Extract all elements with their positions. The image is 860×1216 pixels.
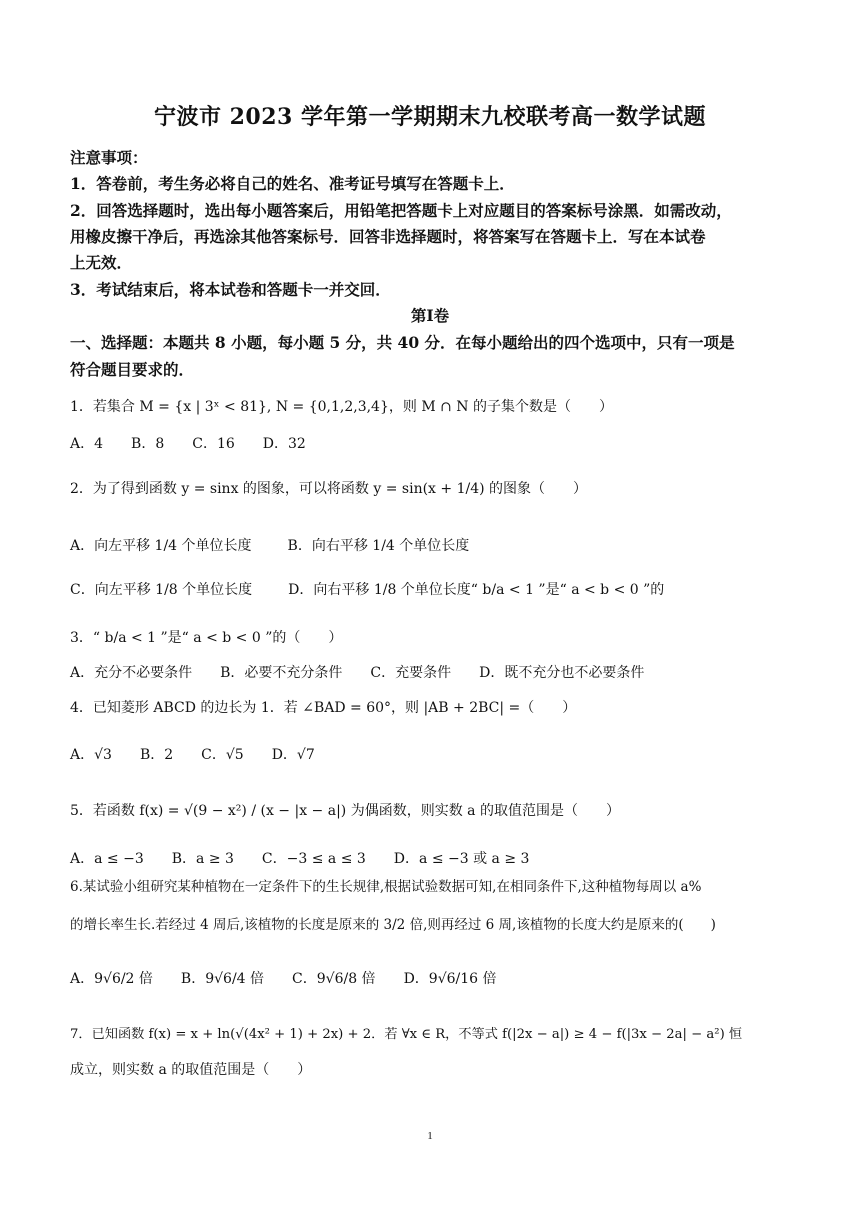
q6-option-a: A．9√6/2 倍 xyxy=(70,971,153,987)
question-7-stem-cont: 成立，则实数 a 的取值范围是（ ） xyxy=(70,1062,312,1078)
notice-item-1: 1．答卷前，考生务必将自己的姓名、准考证号填写在答题卡上． xyxy=(70,174,515,193)
q5-option-c: C．−3 ≤ a ≤ 3 xyxy=(261,851,366,867)
notice-item-3: 3．考试结束后，将本试卷和答题卡一并交回． xyxy=(70,280,391,299)
q3-option-a: A．充分不必要条件 xyxy=(70,665,193,681)
question-6-options xyxy=(70,968,800,988)
question-5-stem: 5．若函数 f(x) = √(9 − x²) / (x − |x − a|) 为偶函数，则实数 a 的取值范围是（ ） xyxy=(70,803,620,819)
q4-option-c: C．√5 xyxy=(201,747,244,763)
part1-instructions-cont: 符合题目要求的． xyxy=(70,360,195,379)
q5-option-b: B．a ≥ 3 xyxy=(171,851,234,867)
notice-heading: 注意事项： xyxy=(70,148,148,167)
q1-option-d: D．32 xyxy=(262,436,306,452)
q4-option-b: B．2 xyxy=(139,747,174,763)
part1-instructions: 一、选择题：本题共 8 小题，每小题 5 分，共 40 分．在每小题给出的四个选项中，只有一项是 xyxy=(70,333,735,352)
section-title: 第Ⅰ卷 xyxy=(410,306,450,325)
q4-option-d: D．√7 xyxy=(271,747,315,763)
q3-option-c: C．充要条件 xyxy=(370,665,452,681)
question-4-stem: 4．已知菱形 ABCD 的边长为 1．若 ∠BAD = 60°，则 |AB + 2BC| =（ ） xyxy=(70,700,577,716)
q4-option-a: A．√3 xyxy=(70,747,112,763)
question-6-stem: 6.某试验小组研究某种植物在一定条件下的生长规律,根据试验数据可知,在相同条件下,这种植物每周以 a% xyxy=(70,879,702,895)
page-number: 1 xyxy=(427,1130,433,1142)
question-1-stem: 1．若集合 M = {x | 3ˣ < 81}, N = {0,1,2,3,4}，则 M ∩ N 的子集个数是（ ） xyxy=(70,399,613,415)
q5-option-a: A．a ≤ −3 xyxy=(70,851,144,867)
q1-option-b: B．8 xyxy=(131,436,165,452)
question-6-stem-cont: 的增长率生长.若经过 4 周后,该植物的长度是原来的 3/2 倍,则再经过 6 周,该植物的长度大约是原来的( ) xyxy=(70,917,716,933)
notice-item-2-cont: 用橡皮擦干净后，再选涂其他答案标号．回答非选择题时，将答案写在答题卡上．写在本试卷 xyxy=(70,227,706,246)
question-7-stem: 7．已知函数 f(x) = x + ln(√(4x² + 1) + 2x) + 2．若 ∀x ∈ R，不等式 f(|2x − a|) ≥ 4 − f(|3x − 2a| − a²) 恒 xyxy=(70,1027,743,1042)
q2-option-d: D．向右平移 1/8 个单位长度“ b/a < 1 ”是“ a < b < 0 ”的 xyxy=(288,582,665,598)
question-2-stem: 2．为了得到函数 y = sinx 的图象，可以将函数 y = sin(x + 1/4) 的图象（ ） xyxy=(70,481,588,497)
q6-option-c: C．9√6/8 倍 xyxy=(292,971,376,987)
question-2-options-row2 xyxy=(70,579,800,599)
question-4-options xyxy=(70,744,800,764)
q6-option-b: B．9√6/4 倍 xyxy=(180,971,265,987)
q6-option-d: D．9√6/16 倍 xyxy=(403,971,497,987)
q3-option-b: B．必要不充分条件 xyxy=(220,665,343,681)
q5-option-d: D．a ≤ −3 或 a ≥ 3 xyxy=(393,851,530,867)
q2-option-a: A．向左平移 1/4 个单位长度 xyxy=(70,538,252,554)
question-3-options xyxy=(70,662,800,682)
question-5-options xyxy=(70,848,800,868)
q2-option-c: C．向左平移 1/8 个单位长度 xyxy=(70,582,253,598)
question-3-stem: 3．“ b/a < 1 ”是“ a < b < 0 ”的（ ） xyxy=(70,630,343,646)
notice-item-2: 2．回答选择题时，选出每小题答案后，用铅笔把答题卡上对应题目的答案标号涂黑．如需改动， xyxy=(70,201,732,220)
q1-option-a: A．4 xyxy=(70,436,104,452)
q1-option-c: C．16 xyxy=(192,436,235,452)
notice-item-2-end: 上无效． xyxy=(70,253,133,272)
question-1-options xyxy=(70,433,800,453)
page-title: 宁波市 2023 学年第一学期期末九校联考高一数学试题 xyxy=(153,104,707,130)
q2-option-b: B．向右平移 1/4 个单位长度 xyxy=(287,538,470,554)
question-2-options-row1 xyxy=(70,535,800,555)
q3-option-d: D．既不充分也不必要条件 xyxy=(479,665,645,681)
